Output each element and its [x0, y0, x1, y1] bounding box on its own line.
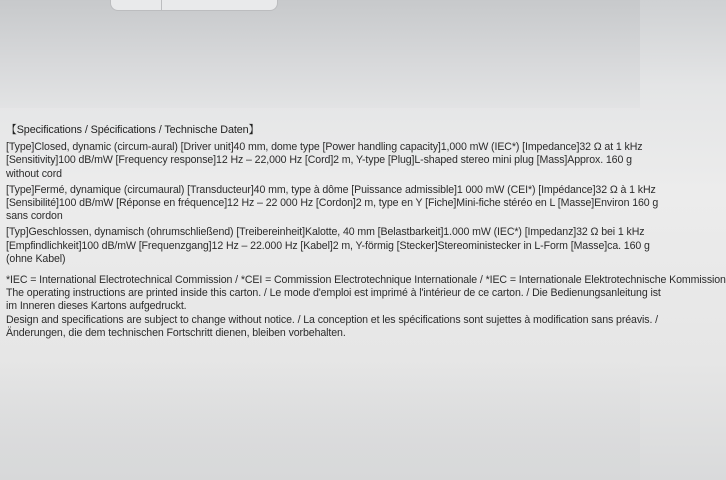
- spec-line: [Type]Closed, dynamic (circum-aural) [Driver unit]40 mm, dome type [Power handling capacity]1,000 mW (IEC*) [Impedance]32 Ω at 1 kHz: [6, 141, 643, 154]
- spec-line: [Empfindlichkeit]100 dB/mW [Frequenzgang]12 Hz – 22.000 Hz [Kabel]2 m, Y-förmig [Stecker]Stereoministecker in L-Form [Masse]ca. 160 g: [6, 239, 650, 252]
- package-top-panel: [0, 0, 640, 108]
- spec-block-german: [6, 226, 650, 266]
- specifications-heading: 【Specifications / Spécifications / Technische Daten】: [6, 124, 260, 136]
- iec-footnote: *IEC = International Electrotechnical Commission / *CEI = Commission Electrotechnique Internationale / *IEC = Internationale Elektrotechnische Kommission: [6, 274, 726, 287]
- spec-line: (ohne Kabel): [6, 252, 66, 265]
- spec-line: [Sensitivity]100 dB/mW [Frequency response]12 Hz – 22,000 Hz [Cord]2 m, Y-type [Plug]L-shaped stereo mini plug [Mass]Approx. 160 g: [6, 154, 632, 167]
- package-bottom-shade: [0, 360, 640, 480]
- spec-line: [Sensibilité]100 dB/mW [Réponse en fréquence]12 Hz – 22 000 Hz [Cordon]2 m, type en Y [Fiche]Mini-fiche stéréo en L [Masse]Environ 160 g: [6, 197, 659, 210]
- instructions-note: im Inneren dieses Kartons aufgedruckt.: [6, 300, 187, 313]
- spec-line: sans cordon: [6, 210, 63, 223]
- spec-block-english: [6, 141, 643, 181]
- design-note: Änderungen, die dem technischen Fortschritt dienen, bleiben vorbehalten.: [6, 326, 346, 339]
- package-flap-outline: [110, 0, 278, 11]
- design-note: Design and specifications are subject to change without notice. / La conception et les spécifications sont sujettes à modification sans préavis. /: [6, 313, 659, 326]
- spec-line: without cord: [6, 167, 62, 180]
- instructions-note: The operating instructions are printed inside this carton. / Le mode d'emploi est imprimé à l'intérieur de ce carton. / Die Bedienungsanleitung ist: [6, 287, 661, 300]
- spec-line: [Type]Fermé, dynamique (circumaural) [Transducteur]40 mm, type à dôme [Puissance admissible]1 000 mW (CEI*) [Impédance]32 Ω à 1 kHz: [6, 183, 656, 196]
- spec-block-french: [6, 183, 659, 224]
- spec-line: [Typ]Geschlossen, dynamisch (ohrumschließend) [Treibereinheit]Kalotte, 40 mm [Belastbarkeit]1.000 mW (IEC*) [Impedanz]32 Ω bei 1 kHz: [6, 226, 645, 239]
- specifications-section: [6, 124, 726, 340]
- notes-section: [6, 274, 726, 340]
